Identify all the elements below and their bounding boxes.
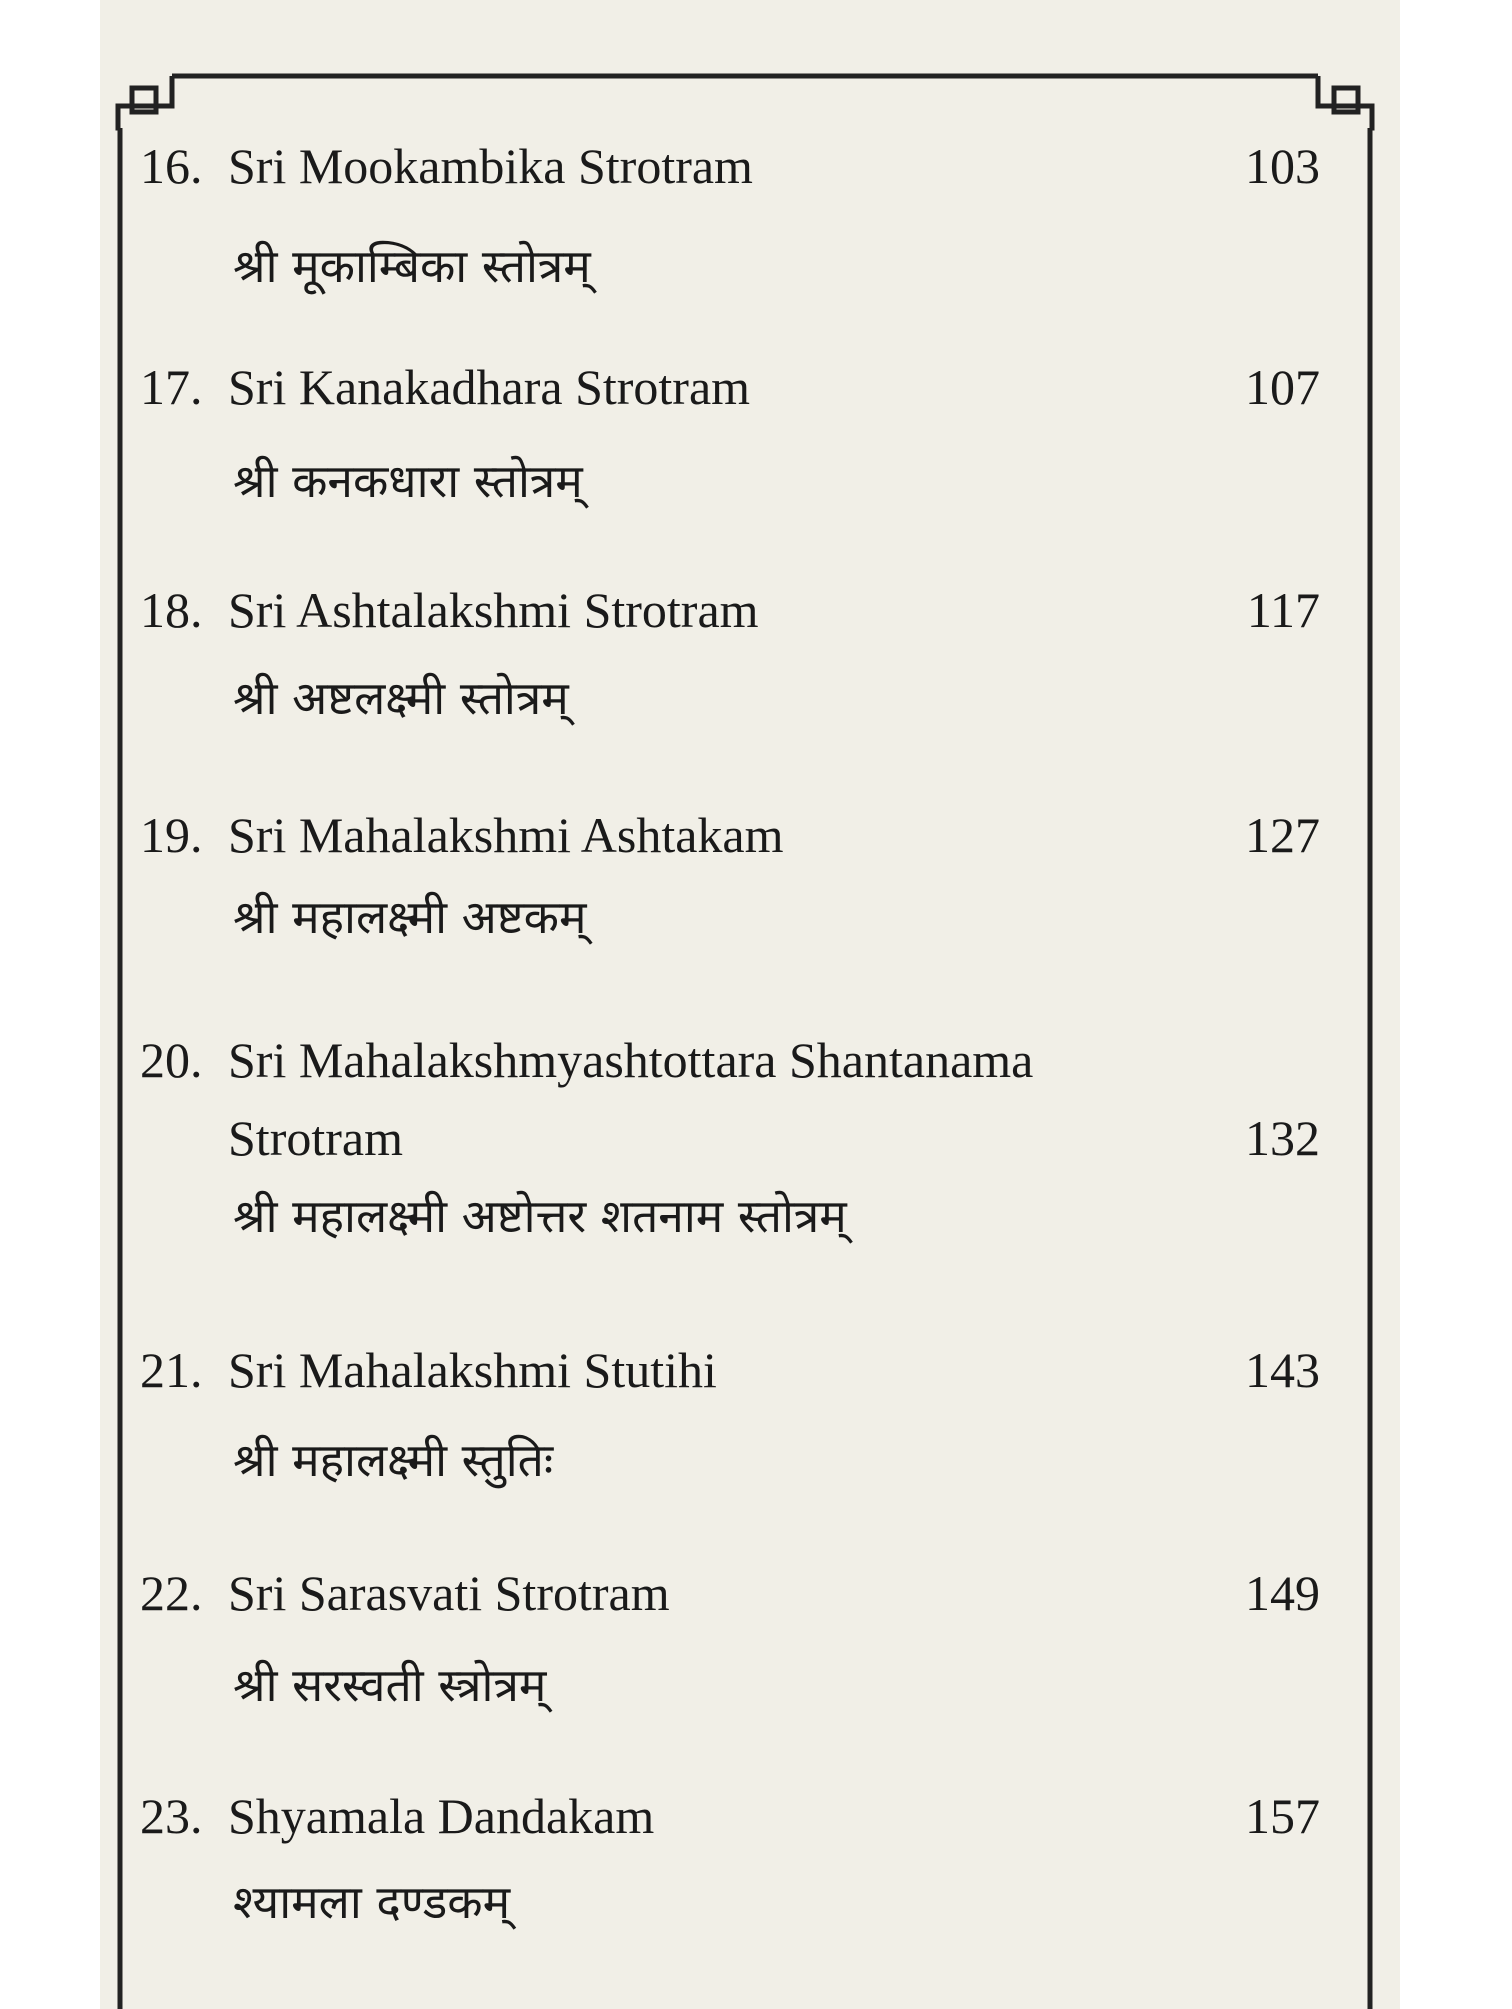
entry-number: 16.	[140, 138, 203, 194]
entry-title: Sri Ashtalakshmi Strotram	[228, 582, 759, 638]
toc-entry	[140, 136, 1320, 296]
entry-number: 18.	[140, 582, 203, 638]
entry-devanagari-title: श्री सरस्वती स्त्रोत्रम्	[233, 1658, 547, 1712]
entry-number: 17.	[140, 359, 203, 415]
entry-title: Sri Sarasvati Strotram	[228, 1565, 670, 1621]
entry-number: 23.	[140, 1788, 203, 1844]
entry-page-number: 127	[1245, 807, 1320, 863]
entry-title: Shyamala Dandakam	[228, 1788, 655, 1844]
entry-page-number: 132	[1245, 1110, 1320, 1166]
entry-page-number: 149	[1245, 1565, 1320, 1621]
entry-devanagari-title: श्री महालक्ष्मी अष्टकम्	[233, 890, 587, 944]
toc-title-line	[140, 357, 1320, 417]
entry-title: Sri Mahalakshmyashtottara Shantanama	[228, 1032, 1034, 1088]
toc-title-line	[140, 1786, 1320, 1846]
entry-title: Sri Mahalakshmi Ashtakam	[228, 807, 784, 863]
entry-number: 20.	[140, 1032, 203, 1088]
entry-devanagari-title: श्री महालक्ष्मी अष्टोत्तर शतनाम स्तोत्रम्	[233, 1189, 847, 1243]
entry-page-number: 117	[1246, 582, 1320, 638]
entry-devanagari-title: श्यामला दण्डकम्	[233, 1875, 511, 1929]
toc-entry	[140, 805, 1320, 947]
toc-title-line	[140, 1563, 1320, 1623]
toc-title-line	[140, 1340, 1320, 1400]
entry-page-number: 103	[1245, 138, 1320, 194]
entry-page-number: 157	[1245, 1788, 1320, 1844]
toc-entry	[140, 1030, 1320, 1246]
entry-page-number: 107	[1245, 359, 1320, 415]
entry-title: Sri Mookambika Strotram	[228, 138, 753, 194]
entry-devanagari-title: श्री महालक्ष्मी स्तुतिः	[233, 1433, 554, 1487]
toc-entry	[140, 1563, 1320, 1715]
entry-number: 22.	[140, 1565, 203, 1621]
entry-devanagari-title: श्री मूकाम्बिका स्तोत्रम्	[233, 239, 591, 293]
entry-title: Sri Mahalakshmi Stutihi	[228, 1342, 717, 1398]
toc-title-line	[140, 136, 1320, 196]
entry-title-continuation: Strotram	[228, 1110, 403, 1166]
toc-entry	[140, 357, 1320, 511]
entry-page-number: 143	[1245, 1342, 1320, 1398]
toc-title-line	[140, 805, 1320, 865]
entry-number: 19.	[140, 807, 203, 863]
entry-devanagari-title: श्री कनकधारा स्तोत्रम्	[233, 454, 583, 508]
entry-devanagari-title: श्री अष्टलक्ष्मी स्तोत्रम्	[233, 671, 569, 725]
toc-entry	[140, 1340, 1320, 1490]
toc-entry	[140, 1786, 1320, 1932]
toc-title-continuation	[140, 1108, 1320, 1168]
toc-title-line	[140, 580, 1320, 640]
entry-number: 21.	[140, 1342, 203, 1398]
toc-entry	[140, 580, 1320, 728]
entry-title: Sri Kanakadhara Strotram	[228, 359, 751, 415]
toc-title-line	[140, 1030, 1320, 1090]
